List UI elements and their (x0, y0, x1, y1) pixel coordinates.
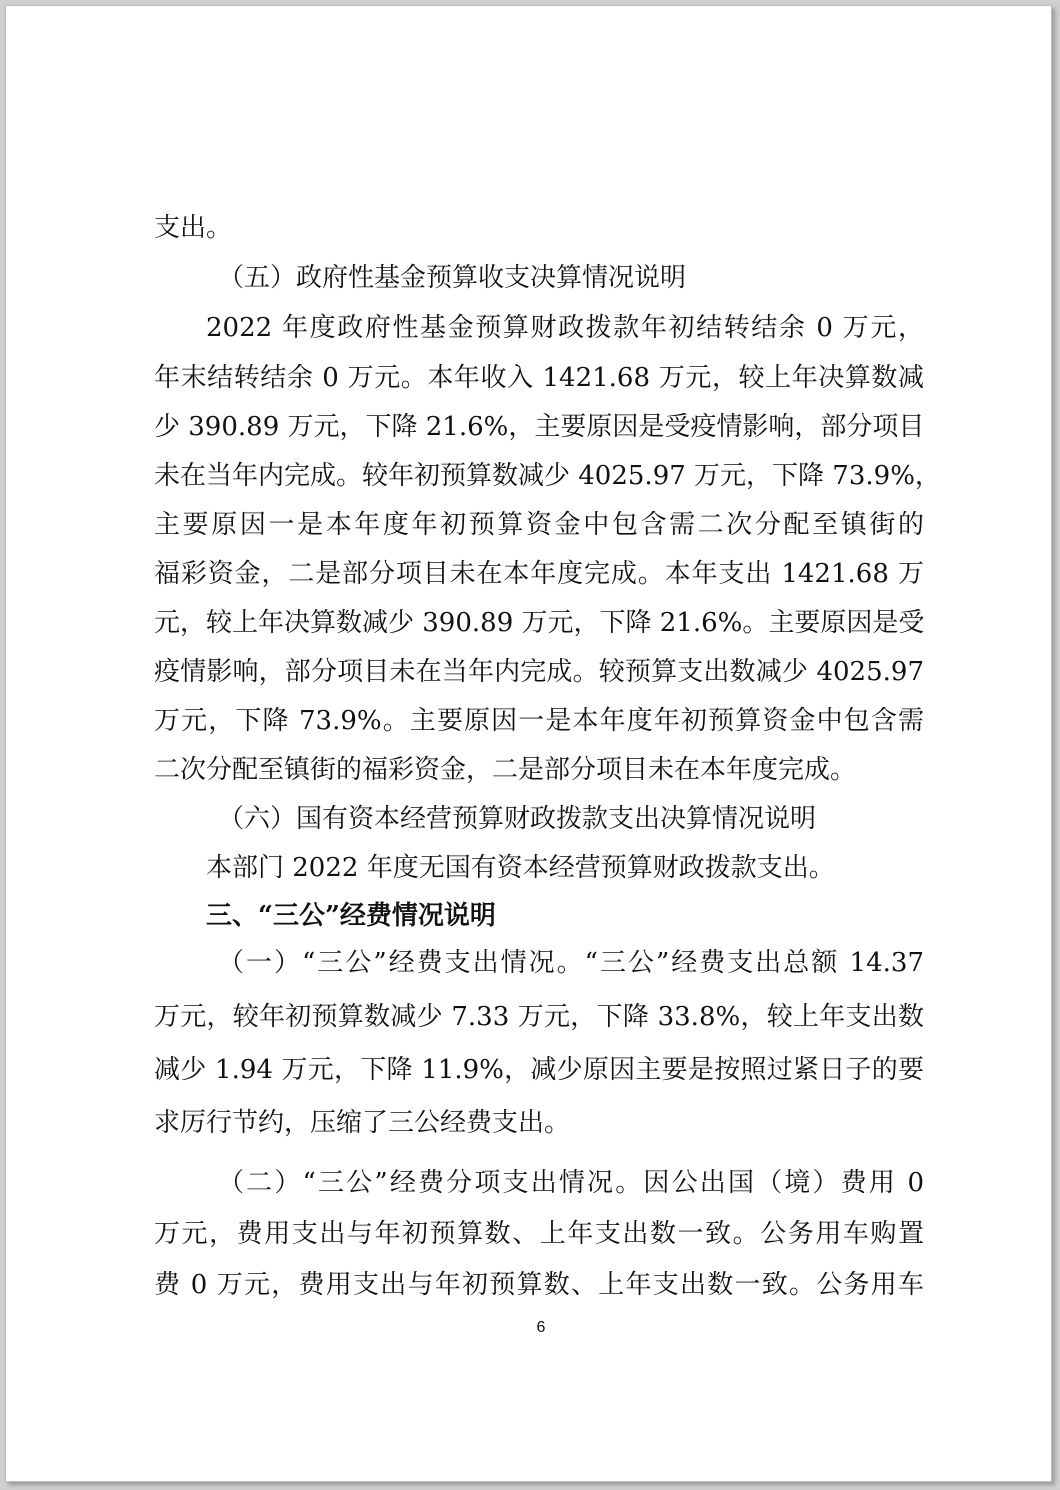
section-heading-5: （五）政府性基金预算收支决算情况说明 (218, 263, 687, 293)
text-line-21: 万元，费用支出与年初预算数、上年支出数一致。公务用车购置 (154, 1219, 924, 1249)
text-line-18: 减少 1.94 万元，下降 11.9%，减少原因主要是按照过紧日子的要 (154, 1055, 924, 1085)
text-line-1: 支出。 (154, 213, 233, 243)
text-line-20: （二）“三公”经费分项支出情况。因公出国（境）费用 0 (218, 1168, 924, 1198)
text-line-11: 万元，下降 73.9%。主要原因一是本年度年初预算资金中包含需 (154, 706, 924, 736)
text-line-9: 元，较上年决算数减少 390.89 万元，下降 21.6%。主要原因是受 (154, 608, 925, 638)
text-line-3: 2022 年度政府性基金预算财政拨款年初结转结余 0 万元， (206, 313, 924, 343)
text-line-12: 二次分配至镇街的福彩资金，二是部分项目未在本年度完成。 (154, 755, 857, 785)
text-line-6: 未在当年内完成。较年初预算数减少 4025.97 万元，下降 73.9%， (154, 461, 941, 491)
page-number: 6 (536, 1319, 546, 1336)
text-line-7: 主要原因一是本年度年初预算资金中包含需二次分配至镇街的 (154, 510, 924, 540)
text-line-4: 年末结转结余 0 万元。本年收入 1421.68 万元，较上年决算数减 (154, 363, 924, 393)
text-line-10: 疫情影响，部分项目未在当年内完成。较预算支出数减少 4025.97 (154, 657, 924, 687)
section-heading-6: （六）国有资本经营预算财政拨款支出决算情况说明 (218, 804, 817, 834)
text-line-19: 求厉行节约，压缩了三公经费支出。 (154, 1108, 571, 1138)
document-page (5, 5, 1052, 1482)
text-line-8: 福彩资金，二是部分项目未在本年度完成。本年支出 1421.68 万 (154, 559, 924, 589)
text-line-5: 少 390.89 万元，下降 21.6%，主要原因是受疫情影响，部分项目 (154, 412, 925, 442)
text-line-17: 万元，较年初预算数减少 7.33 万元，下降 33.8%，较上年支出数 (154, 1002, 924, 1032)
text-line-14: 本部门 2022 年度无国有资本经营预算财政拨款支出。 (206, 853, 835, 883)
text-line-16: （一）“三公”经费支出情况。“三公”经费支出总额 14.37 (218, 948, 924, 978)
text-line-22: 费 0 万元，费用支出与年初预算数、上年支出数一致。公务用车 (154, 1270, 924, 1300)
section-heading-3: 三、“三公”经费情况说明 (206, 901, 496, 931)
